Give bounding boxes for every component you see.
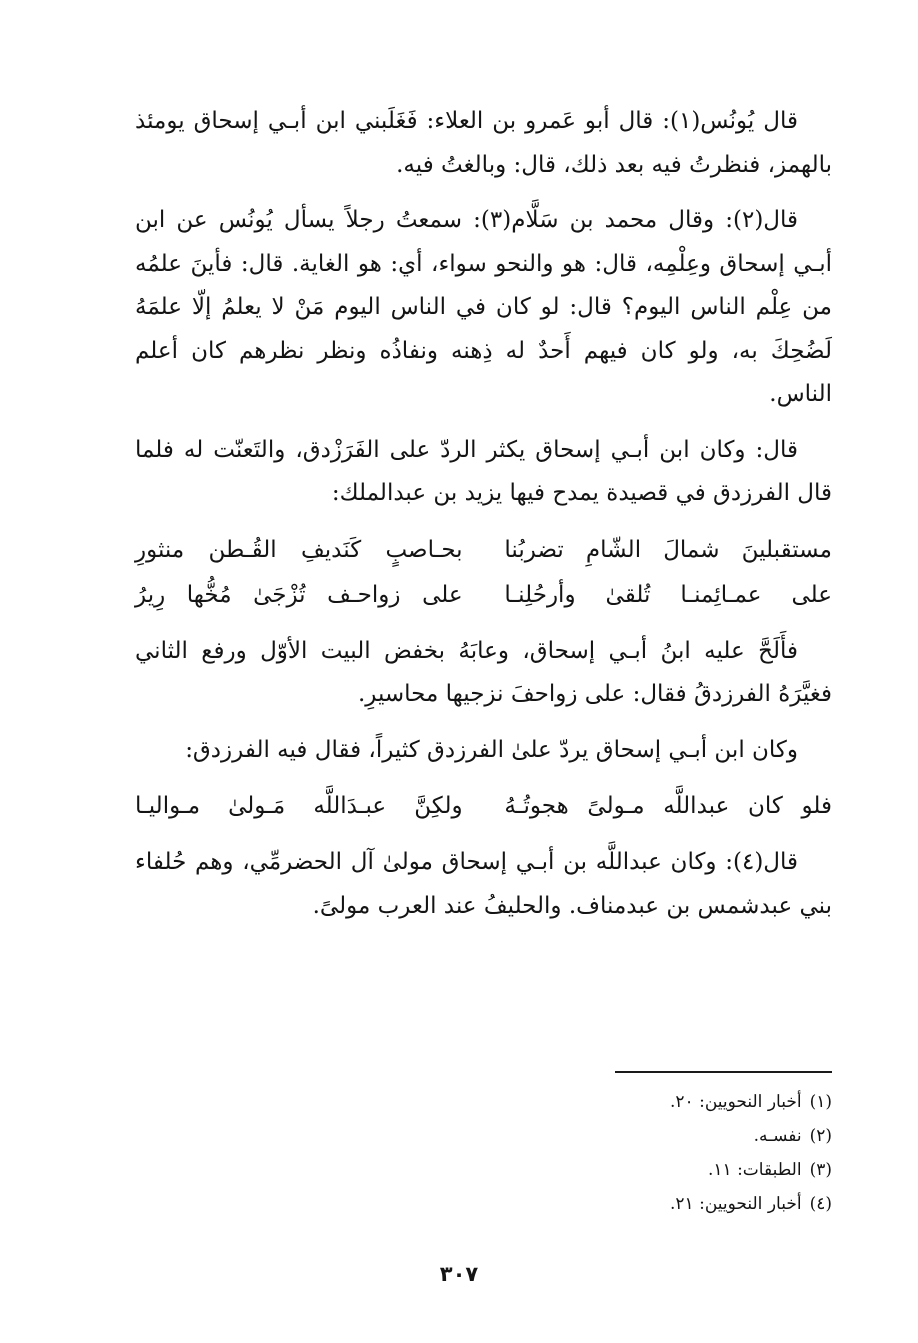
- footnotes: [430, 1085, 832, 1221]
- verse-second-hemistich: بحـاصبٍ كَنَديفِ القُـطن منثورِ: [135, 536, 463, 563]
- footnote-number: (١): [809, 1092, 832, 1112]
- footnote-text: نفسـه.: [753, 1126, 802, 1146]
- verse-line: [135, 573, 832, 618]
- footnote-divider: [615, 1071, 832, 1073]
- footnote-item: [430, 1085, 832, 1119]
- paragraph-5: وكان ابن أبـي إسحاق يردّ علىٰ الفرزدق كثيراً، فقال فيه الفرزدق:: [185, 736, 798, 763]
- footnote-item: [430, 1153, 832, 1187]
- verse-second-hemistich: ولكِنَّ عبـدَاللَّه مَـولىٰ مـواليـا: [135, 793, 463, 819]
- footnote-text: الطبقات: ١١.: [708, 1160, 802, 1180]
- footnote-text: أخبار النحويين: ٢١.: [670, 1194, 802, 1214]
- poem-block-2: [135, 784, 832, 829]
- verse-line: [135, 528, 832, 573]
- footnote-item: [430, 1119, 832, 1153]
- paragraph-4: فأَلَحَّ عليه ابنُ أبـي إسحاق، وعابَهُ بخفض البيت الأوّل ورفع الثاني فغيَّرَهُ الفرزدقُ فقال: على زواحفَ نزجيها محاسيرِ.: [135, 637, 832, 707]
- poem-block-1: [135, 528, 832, 618]
- paragraph-3: قال: وكان ابن أبـي إسحاق يكثر الردّ على الفَرَزْدق، والتَعنّت له فلما قال الفرزدق في قصيدة يمدح فيها يزيد بن عبدالملك:: [135, 436, 832, 506]
- paragraph-2: قال(٢): وقال محمد بن سَلَّام(٣): سمعتُ رجلاً يسأل يُونُس عن ابن أبـي إسحاق وعِلْمِه، قال: هو والنحو سواء، أي: هو الغاية. قال: فأينَ علمُه من عِلْم الناس اليوم؟ قال: لو كان في الناس اليوم مَنْ لا يعلمُ إلّا علمَهُ لَضُحِكَ به، ولو كان فيهم أَحدٌ له ذِهنه ونفاذُه ونظر نظرهم كان أعلم الناس.: [135, 207, 832, 407]
- footnote-number: (٢): [809, 1126, 832, 1146]
- verse-first-hemistich: على عمـائِمنـا تُلقىٰ وأرحُلِنـا: [504, 581, 832, 608]
- footnote-text: أخبار النحويين: ٢٠.: [670, 1092, 802, 1112]
- paragraph-6: قال(٤): وكان عبداللَّه بن أبـي إسحاق مولىٰ آل الحضرمِّي، وهم حُلفاء بني عبدشمس بن عبدمناف. والحليفُ عند العرب مولىً.: [135, 849, 832, 919]
- page-number: ٣٠٧: [439, 1262, 479, 1286]
- paragraph-1: قال يُونُس(١): قال أبو عَمرو بن العلاء: فَغَلَبني ابن أبـي إسحاق يومئذ بالهمز، فنظرتُ فيه بعد ذلك، قال: وبالغتُ فيه.: [135, 108, 832, 178]
- verse-line: [135, 784, 832, 829]
- verse-first-hemistich: فلو كان عبداللَّه مـولىً هجوتُـهُ: [504, 793, 832, 819]
- footnote-item: [430, 1187, 832, 1221]
- footnote-number: (٤): [809, 1194, 832, 1214]
- main-text: [135, 100, 832, 940]
- verse-first-hemistich: مستقبلينَ شمالَ الشّامِ تضربُنا: [504, 536, 832, 563]
- verse-second-hemistich: على زواحـف تُزْجَىٰ مُخُّها رِيرُ: [135, 581, 463, 608]
- footnote-number: (٣): [809, 1160, 832, 1180]
